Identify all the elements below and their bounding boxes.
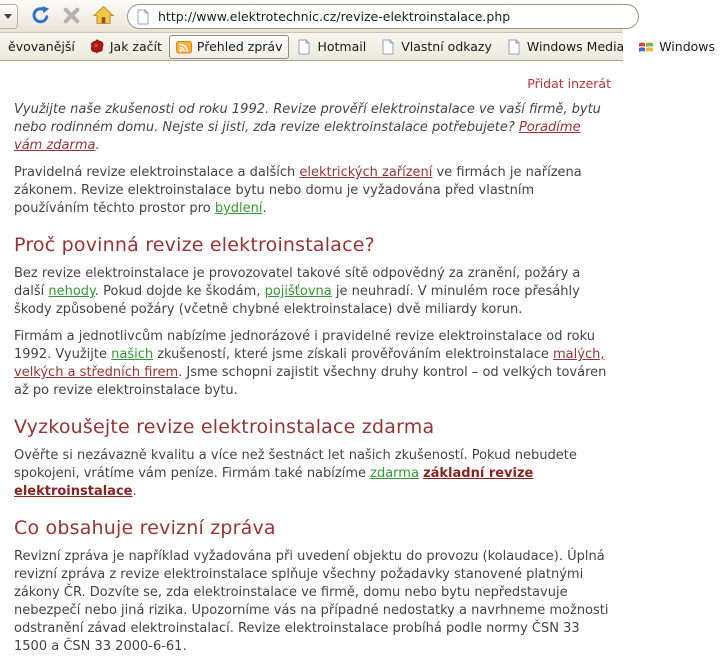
inline-link-elektrickych-zarizeni[interactable]: elektrických zařízení (299, 165, 433, 180)
chevron-down-icon (4, 14, 12, 19)
windows-logo-icon (638, 39, 654, 55)
bookmark-windows[interactable] (631, 35, 722, 59)
home-icon (93, 5, 114, 29)
bookmark-vlastni-odkazy[interactable] (373, 35, 499, 59)
bookmark-label: Windows (659, 39, 716, 54)
text-segment: . Jsme schopni zajistit všechny druhy kontrol – od velkých továren až po revize elektroinstalace bytu. (14, 365, 607, 398)
text-segment: . (262, 201, 267, 216)
page-content (0, 61, 623, 656)
inline-link-nasich[interactable]: našich (111, 347, 154, 362)
stop-button[interactable] (58, 3, 85, 30)
address-bar[interactable] (127, 4, 639, 29)
inline-link-bydleni[interactable]: bydlení (214, 201, 263, 216)
paragraph (14, 265, 612, 319)
text-segment: ve firmách je nařízena zákonem. Revize elektroinstalace bytu nebo domu je vyžadována před vlastním používáním těchto prostor pro (14, 165, 582, 216)
text-segment: Využijte naše zkušenosti od roku 1992. Revize prověří elektroinstalace ve vaší firmě, bytu nebo rodinném domu. Nejste si jisti, zda revize elektroinstalace potřebujete? (14, 102, 601, 135)
section-heading: Proč povinná revize elektroinstalace? (14, 234, 375, 256)
text-segment: . (95, 138, 100, 153)
top-link-row (14, 73, 613, 92)
text-segment: Revizní zpráva je například vyžadována při uvedení objektu do provozu (kolaudace). Úplná revizní zpráva z revize elektroinstalace splňuje všechny požadavky stanovené platnými zákony ČR. Dozvíte se, zda elektroinstalace ve firmě, domu nebo bytu nepředstavuje nebezpečí nebo jiná rizika. Upozorníme vás na případné nedostatky a navrhneme možnosti odstranění závad elektroinstalací. Revize elektroinstalace probíhá podle normy ČSN 33 1500 a ČSN 33 2000-6-61. (14, 549, 609, 654)
paragraph (14, 548, 612, 656)
inline-link-zdarma[interactable]: zdarma (370, 466, 419, 481)
bookmark-jak-zacit[interactable] (82, 35, 169, 59)
text-segment: Ověřte si nezávazně kvalitu a více než šestnáct let našich zkušeností. Pokud nebudete spokojeni, vrátíme vám peníze. Firmám také nabízíme (14, 448, 577, 481)
bookmarks-toolbar (0, 33, 716, 61)
text-segment: Firmám a jednotlivcům nabízíme jednorázové i pravidelné revize elektroinstalace od roku 1992. Využijte (14, 329, 595, 362)
bookmark-evovanejsi[interactable] (1, 35, 82, 58)
bookmark-label: Vlastní odkazy (401, 39, 492, 54)
inline-link-zakladni-revize-elektroinstala[interactable]: základní revize elektroinstalace (14, 466, 534, 499)
bookmark-windows-media[interactable] (499, 35, 631, 59)
page-icon (135, 9, 151, 25)
bookmark-label: Jak začít (109, 39, 162, 54)
text-segment: Bez revize elektroinstalace je provozovatel takové sítě odpovědný za zranění, požáry a další (14, 266, 581, 299)
intro-paragraph (14, 101, 612, 155)
article-blocks (14, 101, 613, 656)
inline-link-nehody[interactable]: nehody (48, 284, 95, 299)
inline-link-pojistovna[interactable]: pojišťovna (264, 284, 332, 299)
paragraph (14, 447, 612, 501)
text-segment: . Pokud dojde ke škodám, (94, 284, 265, 299)
address-url: http://www.elektrotechnic.cz/revize-elektroinstalace.php (158, 9, 511, 24)
inline-link-malych-velkych-a-strednich-fir[interactable]: malých, velkých a středních firem (14, 347, 605, 380)
navigation-toolbar (0, 0, 623, 33)
page-icon (380, 39, 396, 55)
bookmark-label: Windows Media (526, 39, 625, 54)
paragraph (14, 164, 612, 218)
bookmark-hotmail[interactable] (289, 35, 373, 59)
section-heading: Vyzkoušejte revize elektroinstalace zdarma (14, 416, 435, 438)
page-icon (506, 39, 522, 55)
rss-icon (176, 39, 192, 55)
text-segment: zkušeností, které jsme získali prověřováním elektroinstalace (153, 347, 554, 362)
paragraph (14, 328, 612, 400)
bookmark-label: Přehled zpráv (196, 39, 283, 54)
text-segment: je neuhradí. V minulém roce přesáhly škody způsobené požáry (včetně chybné elektroinstalace) dvě miliardy korun. (14, 284, 580, 317)
text-segment: Pravidelná revize elektroinstalace a dalších (14, 165, 300, 180)
inline-link-poradime-vam-zdarma[interactable]: Poradíme vám zdarma (14, 120, 581, 153)
stop-x-icon (61, 5, 82, 29)
bookmark-label: ěvovanější (8, 39, 75, 54)
red-splat-icon (89, 39, 105, 55)
refresh-button[interactable] (27, 3, 54, 30)
bookmark-label: Hotmail (317, 39, 367, 54)
home-button[interactable] (90, 3, 117, 30)
page-icon (296, 39, 312, 55)
add-advert-link[interactable]: Přidat inzerát (527, 76, 611, 91)
text-segment: . (132, 484, 137, 499)
back-forward-dropdown-button[interactable] (0, 4, 18, 29)
refresh-icon (30, 5, 51, 29)
bookmark-prehled-zprav[interactable] (169, 35, 290, 59)
section-heading: Co obsahuje revizní zpráva (14, 517, 276, 539)
